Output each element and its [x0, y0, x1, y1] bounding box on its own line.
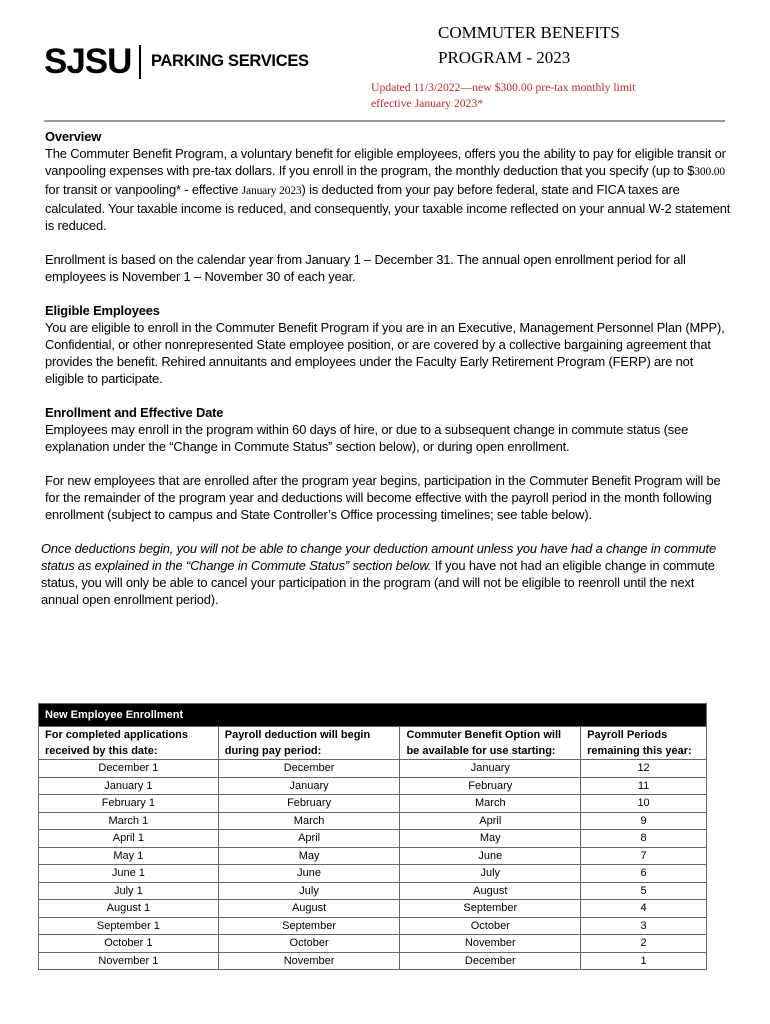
table-row: September 1 September October 3 [39, 917, 707, 935]
deduction-change-paragraph [41, 540, 735, 608]
table-row: October 1 October November 2 [39, 935, 707, 953]
table-row: May 1 May June 7 [39, 847, 707, 865]
table-row: December 1 December January 12 [39, 760, 707, 778]
header-option-available: Commuter Benefit Option will be available for use starting: [400, 727, 581, 760]
overview-paragraph-1 [45, 145, 735, 234]
overview-heading: Overview [45, 129, 102, 144]
table-row: August 1 August September 4 [39, 900, 707, 918]
eligible-heading: Eligible Employees [45, 303, 160, 318]
overview-paragraph-2: Enrollment is based on the calendar year from January 1 – December 31. The annual open enrollment period for all employees is November 1 – November 30 of each year. [45, 252, 686, 284]
new-employee-enrollment-table [38, 703, 707, 970]
table-row: June 1 June July 6 [39, 865, 707, 883]
table-row: January 1 January February 11 [39, 777, 707, 795]
enrollment-paragraph-1: Employees may enroll in the program within 60 days of hire, or due to a subsequent change in commute status (see explanation under the “Change in Commute Status” section below), or during open enrollment. [45, 422, 689, 454]
table-header-row [39, 727, 707, 760]
table-row: November 1 November December 1 [39, 952, 707, 970]
header-divider [44, 120, 725, 122]
table-row: April 1 April May 8 [39, 830, 707, 848]
logo-text: SJSU [44, 42, 132, 81]
table-row: July 1 July August 5 [39, 882, 707, 900]
overview-text-a: The Commuter Benefit Program, a voluntary benefit for eligible employees, offers you the ability to pay for eligible transit or vanpooling expenses with pre-tax dollars. If you enroll in the program, the monthly deduction that you specify (up to $ [45, 146, 726, 178]
effective-date: January 2023 [241, 185, 302, 197]
enrollment-heading: Enrollment and Effective Date [45, 405, 224, 420]
table-title: New Employee Enrollment [39, 704, 707, 727]
document-body [41, 128, 735, 608]
table-row: February 1 February March 10 [39, 795, 707, 813]
deduction-change-italic: Once deductions begin, you will not be able to change your deduction amount unless you have had a change in commute status as explained in the “Change in Commute Status” section below. [41, 541, 717, 573]
header-received-date: For completed applications received by this date: [39, 727, 219, 760]
department-name: PARKING SERVICES [150, 52, 309, 70]
header-periods-remaining: Payroll Periods remaining this year: [581, 727, 707, 760]
overview-text-c: ) is deducted from your pay before federal, state and FICA taxes are calculated. Your taxable income is reduced, and consequently, your taxable income reflected on your annual W-2 statement is reduced. [45, 182, 731, 233]
document-title [438, 20, 620, 70]
enrollment-paragraph-2: For new employees that are enrolled after the program year begins, participation in the Commuter Benefit Program will be for the remainder of the program year and deductions will become effective with the payroll period in the month following enrollment (subject to campus and State Controller’s Office processing timelines; see table below). [45, 473, 721, 522]
overview-text-b: for transit or vanpooling* - effective [45, 182, 242, 197]
monthly-limit-amount: 300.00 [694, 166, 725, 178]
sjsu-logo [44, 44, 309, 79]
table-row: March 1 March April 9 [39, 812, 707, 830]
update-notice: Updated 11/3/2022—new $300.00 pre-tax monthly limit effective January 2023* [371, 81, 636, 110]
title-line-2: PROGRAM - 2023 [438, 48, 571, 67]
logo-divider [139, 45, 141, 79]
eligible-paragraph: You are eligible to enroll in the Commuter Benefit Program if you are in an Executive, Management Personnel Plan (MPP), Confidential, or other nonrepresented State employee position, or are covered by a collective bargaining agreement that provides the benefit. Rehired annuitants and employees under the Faculty Early Retirement Program (FERP) are not eligible to participate. [45, 320, 725, 386]
header-deduction-begin: Payroll deduction will begin during pay period: [218, 727, 400, 760]
deduction-change-text: If you have not had an eligible change in commute status, you will only be able to cancel your participation in the program (and will not be eligible to reenroll until the next annual open enrollment period). [41, 558, 715, 607]
title-line-1: COMMUTER BENEFITS [438, 23, 620, 42]
